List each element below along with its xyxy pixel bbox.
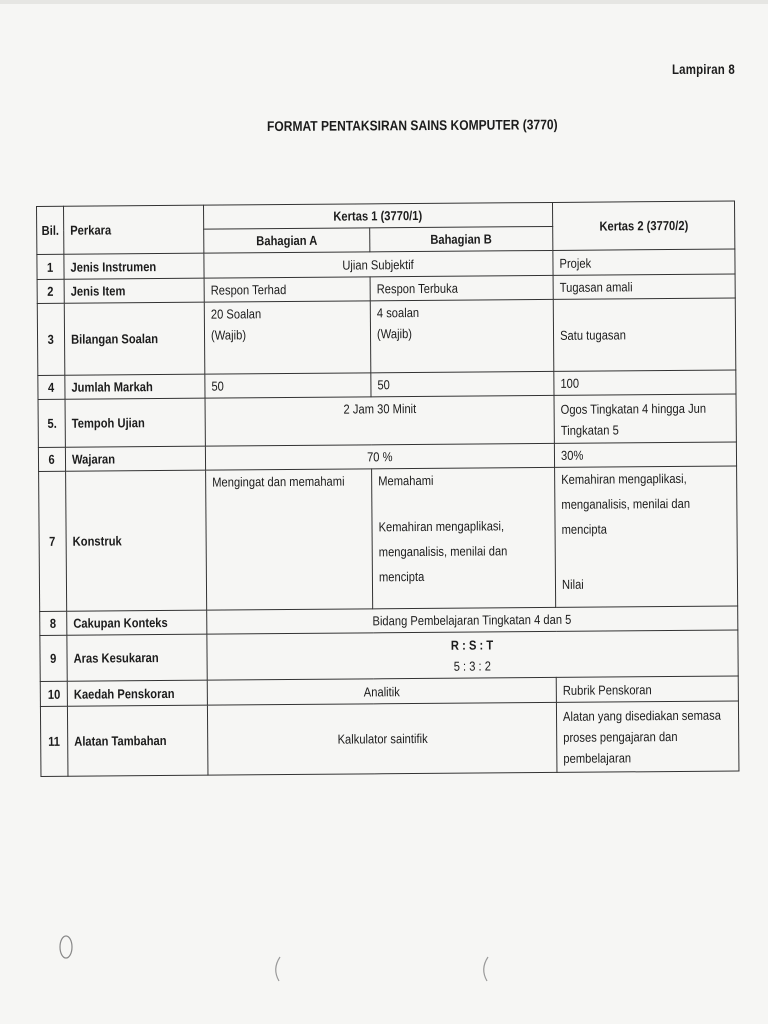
scan-edge: [0, 0, 768, 4]
row-label: Alatan Tambahan: [67, 705, 208, 776]
cell-kertas2: Tugasan amali: [553, 274, 735, 299]
cell-kertas2: Kemahiran mengaplikasi, menganalisis, menilai dan mencipta Nilai: [555, 466, 738, 607]
cell-kertas2: 100: [554, 370, 736, 395]
row-number: 4: [38, 375, 65, 399]
header-kertas2: Kertas 2 (3770/2): [552, 201, 734, 250]
assessment-table-wrapper: [36, 201, 738, 777]
cell-kertas2: 30%: [554, 442, 736, 467]
cell-bahagian-b: 4 soalan (Wajib): [370, 299, 554, 372]
cell-bahagian-a: Respon Terhad: [204, 277, 370, 302]
row-label: Jenis Instrumen: [64, 253, 204, 279]
row-label: Kaedah Penskoran: [67, 680, 207, 706]
cell-kertas2: Alatan yang disediakan semasa proses pengajaran dan pembelajaran: [556, 701, 739, 772]
document-title: FORMAT PENTAKSIRAN SAINS KOMPUTER (3770): [267, 116, 558, 134]
row-number: 5.: [38, 399, 65, 447]
row-label: Cakupan Konteks: [67, 610, 207, 635]
header-perkara: Perkara: [64, 205, 204, 254]
cell-kertas1: Ujian Subjektif: [204, 250, 553, 278]
cell-kertas1: 70 %: [205, 443, 554, 470]
appendix-label: Lampiran 8: [672, 61, 735, 77]
scan-mark: [478, 955, 492, 983]
table-row: [39, 466, 738, 611]
row-number: 7: [39, 471, 67, 611]
row-number: 9: [40, 635, 67, 681]
cell-bahagian-b: Memahami Kemahiran mengaplikasi, menganalisis, menilai dan mencipta: [372, 467, 556, 608]
table-row: [37, 298, 736, 375]
cell-kertas1: Kalkulator saintifik: [207, 702, 557, 775]
cell-kertas1: Analitik: [207, 677, 556, 705]
header-bahagian-a: Bahagian A: [204, 228, 370, 253]
cell-kertas2: Ogos Tingkatan 4 hingga Jun Tingkatan 5: [554, 394, 736, 443]
table-row: [40, 630, 738, 681]
assessment-table: [36, 201, 739, 777]
cell-kertas2: Satu tugasan: [553, 298, 736, 371]
header-bahagian-b: Bahagian B: [370, 226, 553, 251]
scan-mark: [54, 930, 78, 964]
row-label: Wajaran: [65, 446, 205, 471]
table-row: [38, 394, 736, 447]
row-number: 2: [37, 279, 64, 303]
row-label: Jenis Item: [64, 278, 204, 303]
cell-all-papers: R : S : T 5 : 3 : 2: [207, 630, 738, 680]
table-row: [40, 701, 739, 776]
cell-kertas2: Rubrik Penskoran: [556, 676, 738, 702]
row-label: Aras Kesukaran: [67, 634, 207, 681]
cell-all-papers: Bidang Pembelajaran Tingkatan 4 dan 5: [207, 606, 738, 634]
cell-bahagian-b: Respon Terbuka: [370, 275, 553, 300]
cell-bahagian-a: Mengingat dan memahami: [206, 469, 373, 610]
cell-bahagian-a: 50: [205, 373, 371, 398]
row-number: 1: [37, 254, 64, 279]
cell-bahagian-b: 50: [371, 371, 554, 396]
header-kertas1: Kertas 1 (3770/1): [203, 202, 552, 229]
row-number: 8: [40, 611, 67, 635]
cell-kertas2: Projek: [553, 249, 735, 275]
row-number: 3: [37, 303, 65, 375]
cell-kertas1: 2 Jam 30 Minit: [205, 395, 554, 446]
row-label: Bilangan Soalan: [64, 302, 205, 375]
row-label: Jumlah Markah: [65, 374, 205, 399]
header-bil: Bil.: [37, 206, 64, 254]
table-header-row: [37, 201, 735, 230]
row-number: 11: [40, 706, 68, 776]
row-label: Konstruk: [66, 470, 207, 611]
scan-mark: [270, 955, 284, 983]
row-number: 6: [38, 447, 65, 471]
cell-bahagian-a: 20 Soalan (Wajib): [204, 301, 371, 374]
row-number: 10: [40, 681, 67, 706]
row-label: Tempoh Ujian: [65, 398, 205, 447]
